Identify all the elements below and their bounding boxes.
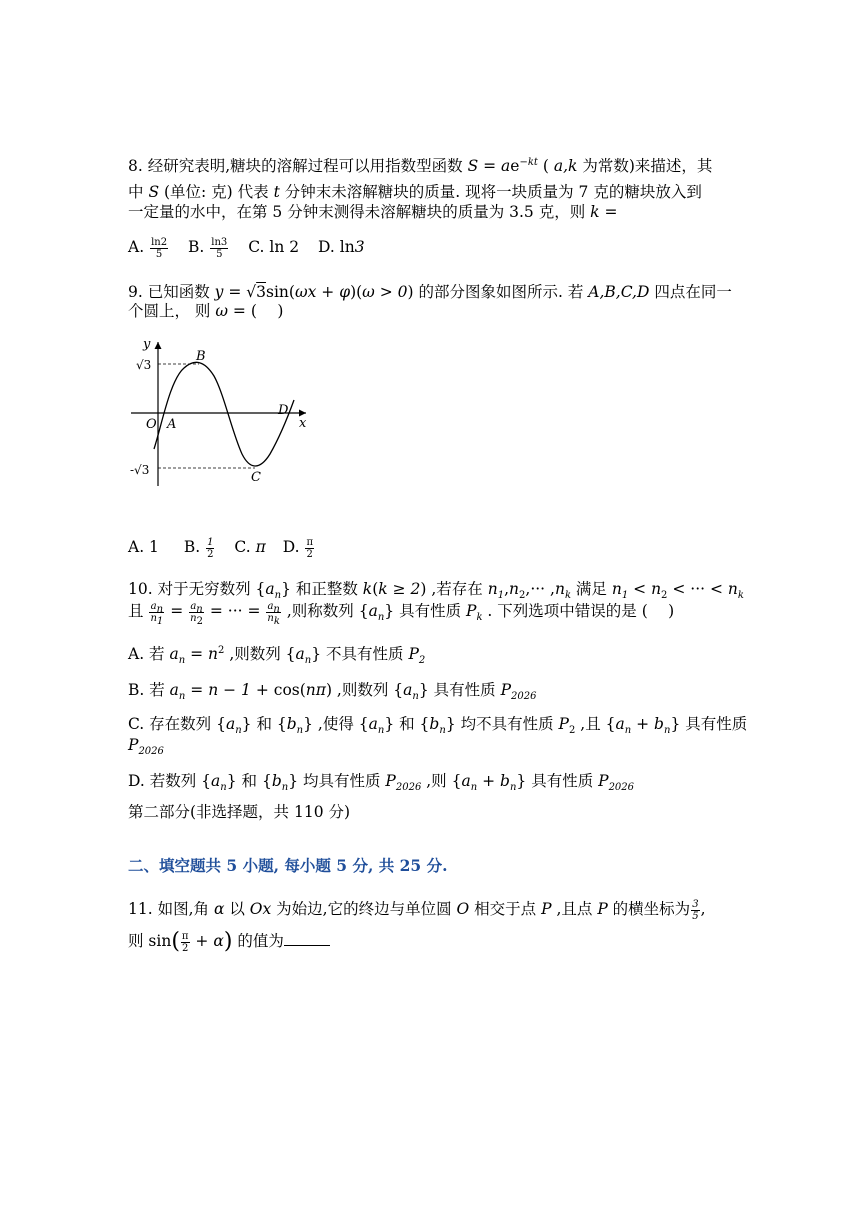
- q9-paren: )(: [350, 283, 363, 301]
- q9-optA: A. 1: [128, 538, 159, 556]
- q11-frac2-den: 2: [182, 942, 189, 954]
- q10-optD-P: P: [385, 772, 396, 790]
- q10-optD-c: } 均具有性质: [288, 772, 386, 790]
- q10-l2eq: = ··· =: [204, 602, 266, 620]
- q9-optD-frac: [305, 537, 314, 560]
- q11-alpha: α: [213, 900, 225, 918]
- q10-optC-P: P: [558, 715, 569, 733]
- q9-w2: ω: [362, 283, 375, 301]
- q10-optD-an2: a: [461, 772, 471, 790]
- q10-two: 2: [410, 580, 421, 598]
- q9-optD-num: π: [306, 536, 314, 548]
- q10-s1: 1: [497, 590, 505, 602]
- q8-optA-frac: [150, 237, 168, 260]
- q10-optB-1: 1: [241, 681, 251, 699]
- q10-optA-n3: n: [304, 655, 312, 667]
- q10-dots: ,··· ,: [525, 580, 555, 598]
- q11-frac2: [181, 931, 190, 954]
- q9-wx: ωx: [294, 283, 317, 301]
- q11-sin: 则 sin: [128, 932, 172, 950]
- q10-optC-an3: a: [615, 715, 625, 733]
- q10-optC-line2: [128, 734, 164, 756]
- q10-l1c: (: [372, 580, 379, 598]
- q10-optB-n3: n: [412, 691, 419, 703]
- q10-optB-an: a: [169, 681, 179, 699]
- q10-optD: [128, 770, 634, 792]
- q10-optA-eq: =: [185, 645, 209, 663]
- q8-optC: C. ln 2: [248, 238, 300, 256]
- q10-f2-n: n: [196, 603, 203, 615]
- q11-l1d: 相交于点: [469, 900, 542, 918]
- q8-var-a: a: [501, 157, 511, 175]
- q9-optC-label: C.: [234, 538, 256, 556]
- part2-heading: 第二部分(非选择题，共 110 分): [128, 803, 351, 821]
- q10-optC-n: n: [235, 725, 242, 737]
- q8-consts: a,k: [553, 157, 578, 175]
- q10-optD-plus: +: [477, 772, 501, 790]
- q10-optD-bn2: b: [500, 772, 510, 790]
- q9-options: [128, 536, 315, 560]
- q10-frac1: [149, 600, 164, 627]
- q10-optC-P2: P: [128, 736, 139, 754]
- q10-optB-sub: 2026: [511, 691, 537, 703]
- q10-P: P: [466, 602, 477, 620]
- q9-l2b: = ( ): [228, 302, 284, 320]
- q10-geq: ≥: [387, 580, 411, 598]
- q8-optB-num: ln3: [211, 236, 228, 248]
- q10-optC-bn: b: [286, 715, 297, 733]
- q10-l2d: . 下列选项中错误的是 ( ): [482, 602, 675, 620]
- q9-optC-pi: π: [255, 538, 266, 556]
- q8-eq: =: [478, 157, 502, 175]
- q10-optD-n4: n: [509, 782, 517, 794]
- q10-lt2: < ··· <: [667, 580, 728, 598]
- q10-f1-a: a: [150, 600, 157, 612]
- q10-optB: [128, 679, 536, 701]
- q11-frac: [691, 899, 699, 922]
- q10-optB-n: n: [178, 691, 186, 703]
- q9-l1h: 四点在同一: [649, 283, 732, 301]
- q10-line2: 且 $\frac{a_n}{n_1}$ = $\frac{a_n}{n_2}$ = ··· = $\frac{a_n}{n_k}$ ,则称数列 $\{a_n\}$ 具有性质 $P_k$ . 下列选项中错误的是 ( ): [128, 600, 675, 627]
- q8-optB-label: B.: [188, 238, 210, 256]
- q9-l1b: = √: [223, 283, 257, 301]
- q10-optB-e: ) ,则数列 {: [325, 681, 404, 699]
- q9-l1g: ) 的部分图象如图所示. 若: [407, 283, 589, 301]
- q8-optA-num: ln2: [151, 236, 168, 248]
- q10-optB-n2: n: [208, 681, 219, 699]
- q9-l1a: 9. 已知函数: [128, 283, 215, 301]
- label-C: C: [251, 470, 261, 485]
- q10-optB-an2: a: [403, 681, 413, 699]
- q9-y: y: [214, 283, 224, 301]
- q10-optB-npi: nπ: [305, 681, 326, 699]
- q10-optB-f: } 具有性质: [418, 681, 501, 699]
- q8-var-S: S: [467, 157, 479, 175]
- q11-plus: +: [190, 932, 214, 950]
- q10-optD-sub2: 2026: [608, 782, 635, 794]
- label-sqrt3: √3: [136, 358, 152, 372]
- q10-optB-a: B. 若: [128, 681, 170, 699]
- q10-optA-an2: a: [295, 645, 305, 663]
- q10-f3-n: n: [273, 603, 280, 615]
- q10-optC-bn2: b: [429, 715, 440, 733]
- q10-n2: n: [509, 580, 520, 598]
- q10-f2-sub: 2: [196, 615, 203, 627]
- q8-optA-label: A.: [128, 238, 150, 256]
- q9-l2-w: ω: [215, 302, 228, 320]
- q11-alpha2: α: [213, 932, 224, 950]
- q10-l1b: } 和正整数: [281, 580, 363, 598]
- q10-n2b: n: [651, 580, 662, 598]
- section2-heading: 二、填空题共 5 小题, 每小题 5 分, 共 25 分.: [128, 856, 448, 875]
- q10-optC-an: a: [225, 715, 236, 733]
- q10-n: n: [274, 590, 282, 602]
- q10-f3-sub: k: [273, 615, 280, 627]
- q8-l3-eq: =: [599, 203, 618, 221]
- q10-frac3: [266, 600, 281, 627]
- q9-optD-label: D.: [282, 538, 305, 556]
- q8-options: [128, 236, 365, 260]
- q10-f1-n: n: [156, 603, 164, 615]
- q9-points: A,B,C,D: [588, 283, 650, 301]
- q10-optC-n4: n: [439, 725, 446, 737]
- q8-l2a: 中: [128, 183, 149, 201]
- q10-optD-an: a: [211, 772, 221, 790]
- q10-optC-a: C. 存在数列 {: [128, 715, 226, 733]
- q10-l1f: 满足: [571, 580, 612, 598]
- q10-optC-an2: a: [368, 715, 378, 733]
- q10-optA-a: A. 若: [128, 645, 170, 663]
- q10-optC-sub: 2: [568, 725, 576, 737]
- q11-line2: 则 sin( $\frac{\pi}{2}$ + α) 的值为: [128, 930, 330, 954]
- q10-f2-a: a: [190, 600, 197, 612]
- q10-optD-b: } 和 {: [226, 772, 272, 790]
- q10-optC-e: } 均不具有性质: [445, 715, 559, 733]
- q10-s1b: 1: [621, 590, 629, 602]
- q9-optB-label: B.: [183, 538, 206, 556]
- q8-optB-frac: [210, 237, 228, 260]
- q10-l1e: ) ,若存在: [420, 580, 488, 598]
- q10-s2: 2: [519, 590, 526, 602]
- q11-Ox: Ox: [249, 900, 272, 918]
- q10-skb: k: [737, 590, 744, 602]
- q10-f3-a: a: [267, 600, 274, 612]
- q10-f1-sub: 1: [156, 615, 164, 627]
- q9-3: 3: [256, 283, 267, 301]
- q10-nk: n: [554, 580, 565, 598]
- q10-optB-minus: −: [218, 681, 242, 699]
- q10-f3-den: n: [267, 612, 274, 624]
- q10-nkb: n: [727, 580, 738, 598]
- q11-line1: [128, 898, 706, 922]
- q10-optD-n3: n: [470, 782, 478, 794]
- q8-line1: [128, 155, 712, 177]
- q10-Pk: k: [476, 612, 483, 624]
- q10-optC-plus: +: [631, 715, 655, 733]
- q10-optD-f: } 具有性质: [516, 772, 599, 790]
- q10-k: k: [362, 580, 373, 598]
- q9-optB-frac: [206, 537, 214, 560]
- q10-optC-bn3: b: [654, 715, 664, 733]
- q10-optC-n5: n: [624, 725, 632, 737]
- q9-optD-den: 2: [306, 548, 313, 560]
- q9-phi: φ: [339, 283, 351, 301]
- label-D: D: [278, 403, 289, 418]
- q10-s2b: 2: [661, 590, 668, 602]
- q11-frac-num: 3: [692, 898, 699, 910]
- q10-line1: [128, 578, 744, 600]
- q8-l2b: (单位: 克) 代表: [159, 183, 274, 201]
- q10-l2a: 且: [128, 602, 149, 620]
- q10-optC-line1: [128, 713, 747, 735]
- q9-sin: sin(: [266, 283, 295, 301]
- q10-optA-sub: 2: [418, 655, 426, 667]
- q10-optD-n: n: [220, 782, 227, 794]
- q8-l2-S: S: [148, 183, 160, 201]
- q10-optC-n2: n: [296, 725, 304, 737]
- q8-e: e: [510, 157, 520, 175]
- label-O: O: [146, 417, 157, 432]
- q10-l2-n: n: [377, 612, 385, 624]
- q10-optD-d: ,则 {: [421, 772, 462, 790]
- q11-frac-den: 5: [692, 910, 699, 922]
- q10-optC-b: } 和 {: [241, 715, 287, 733]
- q8-optD: D. ln: [318, 238, 355, 256]
- q10-l2c: } 具有性质: [384, 602, 466, 620]
- q10-optC-n3: n: [377, 725, 385, 737]
- q11-l1f: 的横坐标为: [607, 900, 691, 918]
- q10-a: a: [265, 580, 275, 598]
- q9-line2: [128, 300, 283, 322]
- q10-optD-P2: P: [598, 772, 609, 790]
- q11-P: P: [541, 900, 552, 918]
- q10-n1: n: [487, 580, 498, 598]
- q8-line3: [128, 201, 617, 223]
- q11-O: O: [456, 900, 470, 918]
- q10-k2: k: [378, 580, 388, 598]
- q10-l2b: ,则称数列 {: [281, 602, 369, 620]
- q10-optB-cos: + cos(: [250, 681, 306, 699]
- q9-plus: +: [316, 283, 340, 301]
- q11-answer-blank[interactable]: [284, 931, 330, 946]
- q10-optC-n6: n: [663, 725, 671, 737]
- q8-l2c: 分钟末未溶解糖块的质量. 现将一块质量为 7 克的糖块放入到: [279, 183, 702, 201]
- q10-sk: k: [564, 590, 571, 602]
- q10-optB-P: P: [500, 681, 512, 699]
- q8-l2-t: t: [273, 183, 280, 201]
- q11-l1c: 为始边,它的终边与单位圆: [271, 900, 457, 918]
- q10-comma: ,: [504, 580, 510, 598]
- q10-optA-d: } 不具有性质: [311, 645, 409, 663]
- label-neg-sqrt3: -√3: [130, 463, 150, 477]
- q9-0: 0: [397, 283, 408, 301]
- q11-l1g: ,: [700, 900, 706, 918]
- q8-l3a: 一定量的水中，在第 5 分钟末测得未溶解糖块的质量为 3.5 克，则: [128, 203, 591, 221]
- q10-optD-a: D. 若数列 {: [128, 772, 212, 790]
- q8-optB-den: 5: [216, 248, 223, 260]
- q8-text: 8. 经研究表明,糖块的溶解过程可以用指数型函数: [128, 157, 468, 175]
- q10-optC-c: } ,使得 {: [303, 715, 369, 733]
- q10-l1a: 10. 对于无穷数列 {: [128, 580, 266, 598]
- q10-optC-f: ,且 {: [575, 715, 616, 733]
- q9-optB-num: 1: [207, 536, 214, 548]
- q8-optA-den: 5: [155, 248, 163, 260]
- sine-curve: [154, 362, 294, 466]
- q10-optD-bn: b: [271, 772, 282, 790]
- q8-l3-k: k: [590, 203, 600, 221]
- q8-optD-3: 3: [354, 238, 365, 256]
- q10-n1b: n: [611, 580, 622, 598]
- q11-l1e: ,且点: [551, 900, 598, 918]
- q10-lt: <: [628, 580, 652, 598]
- q11-P2: P: [597, 900, 608, 918]
- q9-sine-graph: [128, 336, 318, 491]
- label-A: A: [167, 417, 177, 432]
- q10-optD-n2: n: [281, 782, 289, 794]
- q9-gt: >: [374, 283, 398, 301]
- q8-exponent: −kt: [519, 156, 538, 168]
- q10-optD-sub: 2026: [395, 782, 422, 794]
- q11-frac2-num: π: [181, 930, 189, 942]
- q11-l1b: 以: [224, 900, 250, 918]
- q10-f1-den: n: [150, 612, 157, 624]
- q10-optA-P: P: [408, 645, 419, 663]
- q10-optC-h: } 具有性质: [670, 715, 748, 733]
- q10-f2-den: n: [190, 612, 197, 624]
- q10-l2-a: a: [368, 602, 378, 620]
- q10-optC-sub2: 2026: [138, 746, 164, 758]
- q10-optA-c: ,则数列 {: [224, 645, 296, 663]
- label-y: y: [143, 337, 151, 352]
- q11-l1a: 11. 如图,角: [128, 900, 214, 918]
- q10-optB-eq: =: [185, 681, 209, 699]
- q10-optA-an: a: [169, 645, 179, 663]
- q9-l2a: 个圆上， 则: [128, 302, 216, 320]
- q10-optA-n: n: [178, 655, 186, 667]
- q10-optA: [128, 643, 425, 665]
- q8-line2: [128, 181, 702, 203]
- q8-text-end: 为常数)来描述，其: [577, 157, 713, 175]
- q8-paren: (: [537, 157, 554, 175]
- q10-optC-d: } 和 {: [384, 715, 430, 733]
- label-B: B: [196, 349, 206, 364]
- q11-l2b: 的值为: [232, 932, 284, 950]
- q10-frac2: [189, 600, 204, 627]
- q10-optA-n2: n: [208, 645, 219, 663]
- q9-optB-den: 2: [207, 548, 214, 560]
- q10-optA-sq: 2: [218, 644, 225, 656]
- label-x: x: [299, 416, 307, 431]
